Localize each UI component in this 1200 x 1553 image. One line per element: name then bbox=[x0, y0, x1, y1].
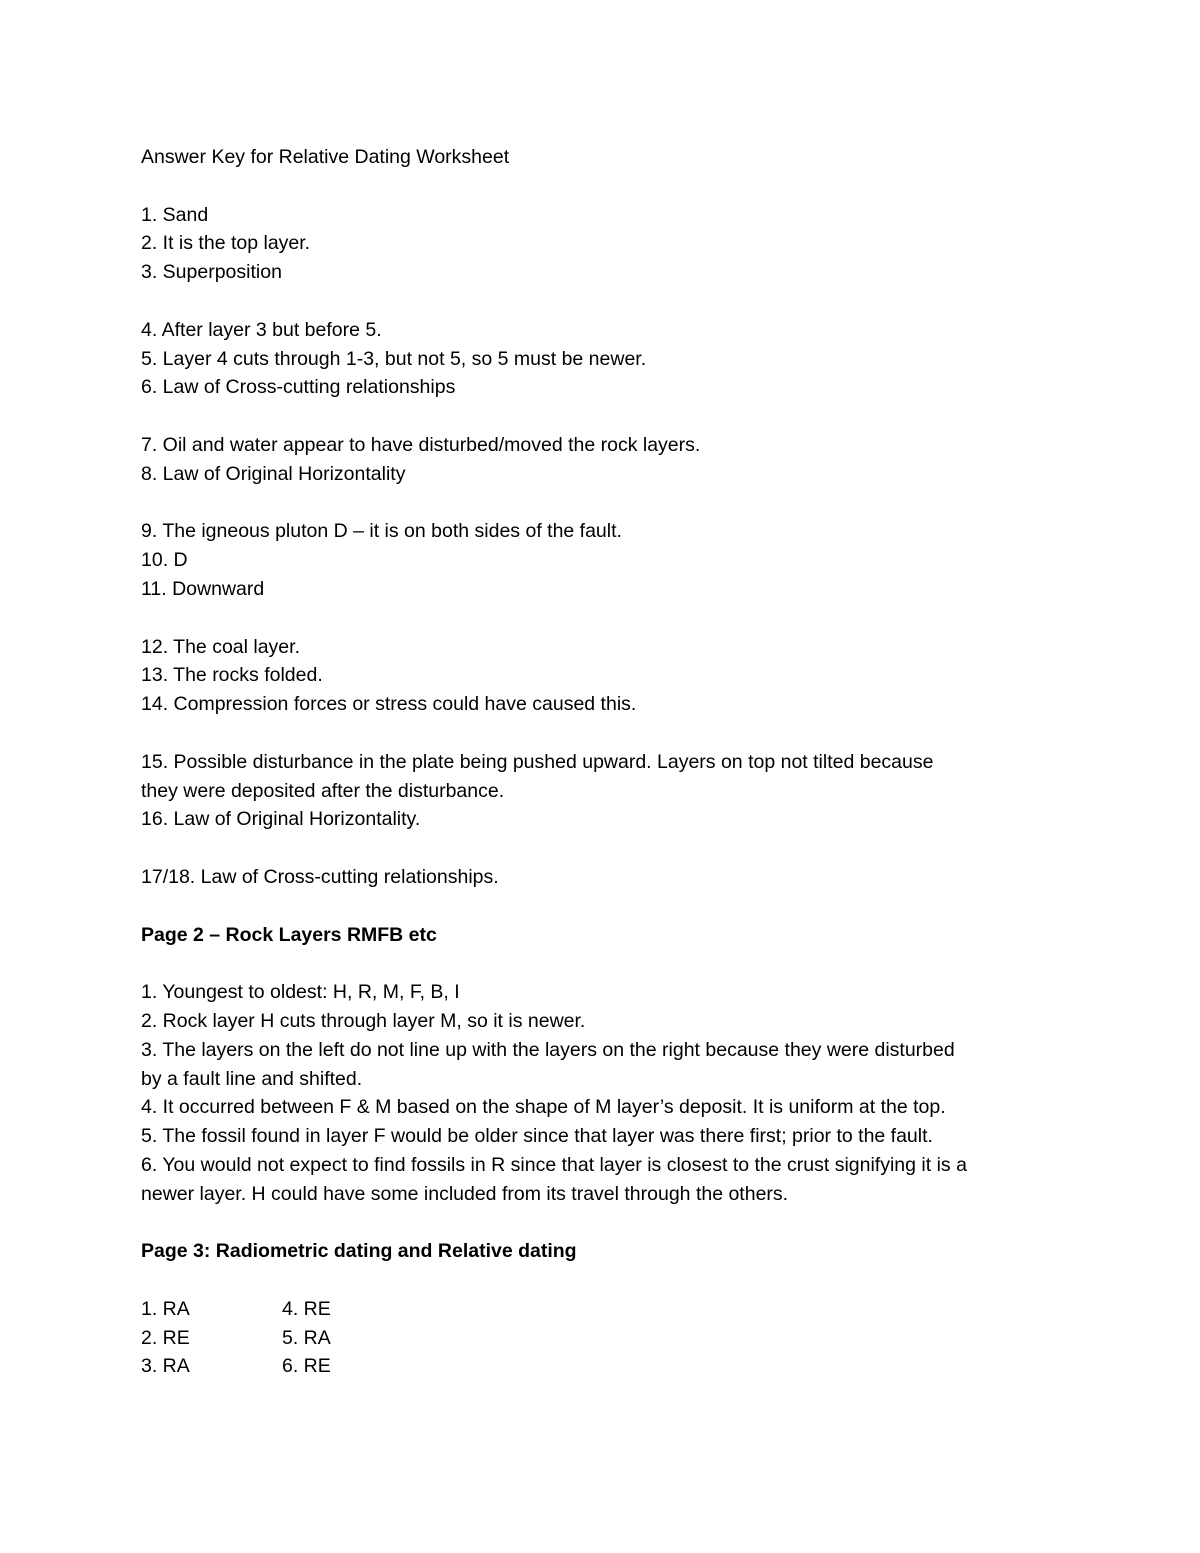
answer-item: 12. The coal layer. bbox=[141, 635, 300, 658]
answer-item-3-line-2: by a fault line and shifted. bbox=[141, 1067, 363, 1090]
spacer bbox=[141, 892, 1061, 921]
answer-item: 5. The fossil found in layer F would be older since that layer was there first; prior to the fault. bbox=[141, 1125, 933, 1148]
spacer bbox=[141, 834, 1061, 863]
answer-item: 1. Youngest to oldest: H, R, M, F, B, I bbox=[141, 981, 460, 1004]
answer-item: 1. Sand bbox=[141, 203, 209, 226]
spacer bbox=[141, 1208, 1061, 1237]
answer-item: 3. Superposition bbox=[141, 261, 282, 284]
answer-item-15-line-2: they were deposited after the disturbance. bbox=[141, 779, 505, 802]
answer-item: 2. Rock layer H cuts through layer M, so it is newer. bbox=[141, 1009, 586, 1032]
document-title: Answer Key for Relative Dating Worksheet bbox=[141, 146, 510, 168]
answer-item: 14. Compression forces or stress could have caused this. bbox=[141, 693, 637, 716]
answer-item-15-line-1: 15. Possible disturbance in the plate being pushed upward. Layers on top not tilted because bbox=[141, 750, 934, 773]
spacer bbox=[141, 402, 1061, 431]
answer-item: 9. The igneous pluton D – it is on both sides of the fault. bbox=[141, 520, 622, 543]
answer-cell-left: 2. RE bbox=[141, 1326, 190, 1349]
answer-cell-right: 6. RE bbox=[282, 1355, 331, 1378]
spacer bbox=[141, 489, 1061, 518]
answer-item-3-line-1: 3. The layers on the left do not line up with the layers on the right because they were disturbed bbox=[141, 1038, 955, 1061]
document-body bbox=[141, 143, 1061, 1381]
answer-item: 17/18. Law of Cross-cutting relationships. bbox=[141, 865, 499, 888]
answer-item-6-line-1: 6. You would not expect to find fossils in R since that layer is closest to the crust signifying it is a bbox=[141, 1153, 967, 1176]
answer-item-6-line-2: newer layer. H could have some included from its travel through the others. bbox=[141, 1182, 789, 1205]
answer-item: 11. Downward bbox=[141, 577, 265, 600]
answer-item: 8. Law of Original Horizontality bbox=[141, 462, 406, 485]
spacer bbox=[141, 172, 1061, 201]
answer-row bbox=[141, 1295, 1061, 1324]
answer-cell-right: 4. RE bbox=[282, 1297, 331, 1320]
answer-cell-right: 5. RA bbox=[282, 1326, 331, 1349]
answer-item: 4. It occurred between F & M based on the shape of M layer’s deposit. It is uniform at the top. bbox=[141, 1096, 946, 1119]
answer-item: 6. Law of Cross-cutting relationships bbox=[141, 376, 456, 399]
answer-row bbox=[141, 1324, 1061, 1353]
section-heading-page-3: Page 3: Radiometric dating and Relative dating bbox=[141, 1240, 577, 1263]
section-heading-page-2: Page 2 – Rock Layers RMFB etc bbox=[141, 923, 437, 946]
answer-row bbox=[141, 1352, 1061, 1381]
spacer bbox=[141, 287, 1061, 316]
answer-item: 13. The rocks folded. bbox=[141, 664, 323, 687]
spacer bbox=[141, 604, 1061, 633]
answer-item: 7. Oil and water appear to have disturbed/moved the rock layers. bbox=[141, 433, 701, 456]
answer-cell-left: 1. RA bbox=[141, 1297, 190, 1320]
answer-item: 2. It is the top layer. bbox=[141, 232, 311, 255]
answer-item: 10. D bbox=[141, 549, 188, 572]
answer-cell-left: 3. RA bbox=[141, 1355, 190, 1378]
answer-item: 16. Law of Original Horizontality. bbox=[141, 808, 421, 831]
spacer bbox=[141, 1266, 1061, 1295]
answer-item: 5. Layer 4 cuts through 1-3, but not 5, so 5 must be newer. bbox=[141, 347, 647, 370]
answer-item: 4. After layer 3 but before 5. bbox=[141, 318, 382, 341]
spacer bbox=[141, 719, 1061, 748]
spacer bbox=[141, 949, 1061, 978]
